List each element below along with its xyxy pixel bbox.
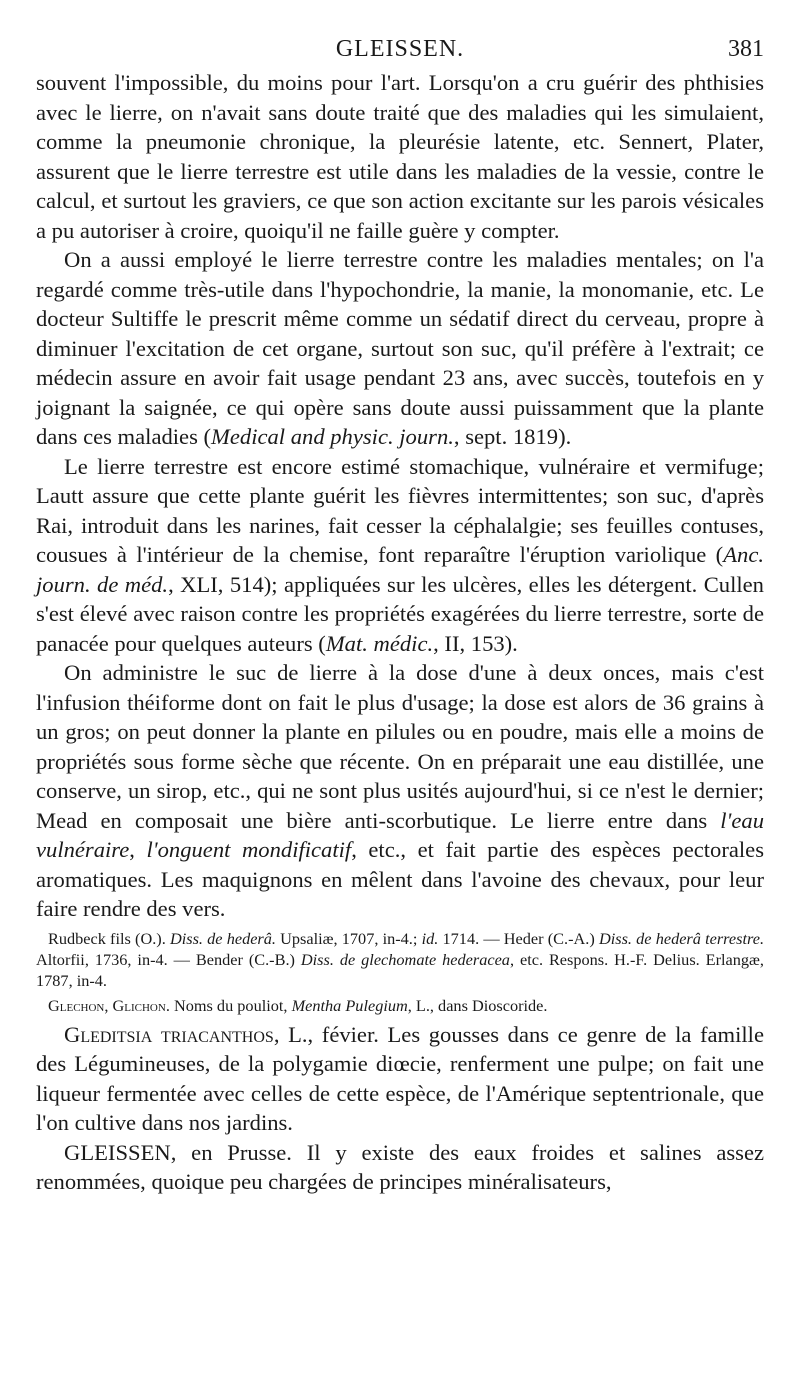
citation: l'eau vulnéraire bbox=[36, 807, 764, 862]
citation: l'onguent mondificatif bbox=[146, 837, 352, 862]
glechon-entry: Glechon, Glichon. Noms du pouliot, Mentha Pulegium, L., dans Dioscoride. bbox=[48, 995, 548, 1015]
paragraph-2: On a aussi employé le lierre terrestre contre les maladies mentales; on l'a regardé comme très-utile dans l'hypochondrie, la manie, la monomanie, etc. Le docteur Sultiffe le prescrit même comme un sédatif direct du cerveau, propre à diminuer l'excitation de cet organe, surtout son suc, qu'il préfère à l'extrait; ce médecin assure en avoir fait usage pendant 23 ans, avec succès, toutefois en y joignant la saignée, ce qui opère sans doute aussi puissamment que la plante dans ces maladies (Medical and physic. journ., sept. 1819). bbox=[36, 247, 764, 449]
entry-head: GLEISSEN bbox=[64, 1139, 171, 1165]
citation: Medical and physic. journ. bbox=[211, 424, 454, 449]
gleissen-entry: GLEISSEN, en Prusse. Il y existe des eaux froides et salines assez renommées, quoique peu chargées de principes minéralisateurs, bbox=[36, 1139, 764, 1194]
entry-head: Gleditsia triacanthos bbox=[64, 1021, 274, 1047]
citation: Mat. médic. bbox=[325, 630, 434, 656]
dictionary-entries bbox=[36, 1020, 764, 1197]
paragraph-3: Le lierre terrestre est encore estimé stomachique, vulnéraire et vermifuge; Lautt assure que cette plante guérit les fièvres intermittentes; son suc, d'après Rai, introduit dans les narines, fait cesser la céphalalgie; ses feuilles contuses, cousues à l'intérieur de la chemise, font reparaître l'éruption variolique (Anc. journ. de méd., XLI, 514); appliquées sur les ulcères, elles les détergent. Cullen s'est élevé avec raison contre les propriétés exagérées du lierre terrestre, sorte de panacée pour quelques auteurs (Mat. médic., II, 153). bbox=[36, 453, 764, 656]
bibliography-entry: Rudbeck fils (O.). Diss. de hederâ. Upsaliæ, 1707, in-4.; id. 1714. — Heder (C.-A.) Diss. de hederâ terrestre. Altorfii, 1736, in-4. — Bender (C.-B.) Diss. de glechomate hederacea, etc. Respons. H.-F. Delius. Erlangæ, 1787, in-4. bbox=[36, 928, 765, 990]
page-number: 381 bbox=[728, 36, 764, 62]
entry-head: Glechon, Glichon. bbox=[48, 995, 170, 1015]
bibliography bbox=[36, 928, 764, 1016]
paragraph-1: souvent l'impossible, du moins pour l'art. Lorsqu'on a cru guérir des phthisies avec le lierre, on n'avait sans doute traité que des maladies qui les simulaient, comme la pneumonie chronique, la pleurésie latente, etc. Sennert, Plater, assurent que le lierre terrestre est utile dans les maladies de la vessie, contre le calcul, et surtout les graviers, ce que son action excitante sur les parois vésicales a pu autoriser à croire, quoiqu'il ne faille guère y compter. bbox=[36, 70, 764, 243]
gleditsia-entry: Gleditsia triacanthos, L., févier. Les gousses dans ce genre de la famille des Légumineuses, de la polygamie diœcie, renferment une pulpe; on fait une liqueur fermentée avec celles de cette espèce, de l'Amérique septentrionale, que l'on cultive dans nos jardins. bbox=[36, 1021, 764, 1135]
paragraph-4: On administre le suc de lierre à la dose d'une à deux onces, mais c'est l'infusion théiforme dont on fait le plus d'usage; la dose est alors de 36 grains à un gros; on peut donner la plante en pilules ou en poudre, mais elle a moins de propriétés sous forme sèche que récente. On en préparait une eau distillée, une conserve, un sirop, etc., qui ne sont plus usités aujourd'hui, si ce n'est le dernier; Mead en composait une bière anti-scorbutique. Le lierre entre dans l'eau vulnéraire, l'onguent mondificatif, etc., et fait partie des espèces pectorales aromatiques. Les maquignons en mêlent dans l'avoine des chevaux, pour leur faire rendre des vers. bbox=[36, 660, 765, 921]
running-title: GLEISSEN. bbox=[335, 36, 465, 62]
main-text bbox=[36, 68, 764, 924]
citation: Anc. journ. de méd. bbox=[36, 542, 764, 597]
page-header bbox=[36, 32, 764, 68]
